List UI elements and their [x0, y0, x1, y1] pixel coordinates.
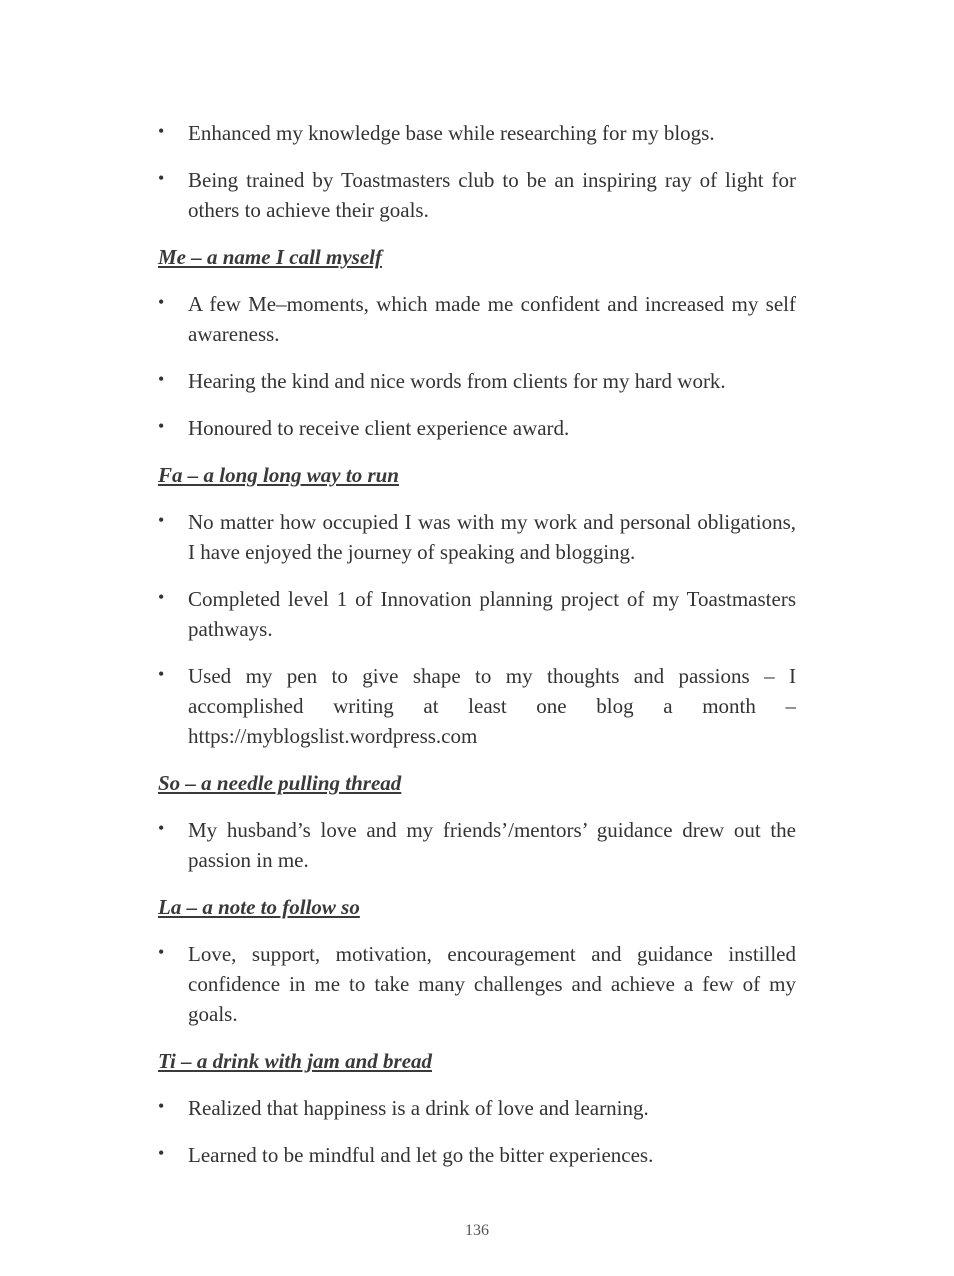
list-item-text: A few Me–moments, which made me confident and increased my self awareness.	[188, 292, 796, 346]
section-heading: Fa – a long long way to run	[158, 463, 399, 487]
page-content	[158, 118, 796, 1187]
section-heading: So – a needle pulling thread	[158, 771, 402, 795]
list-item	[158, 118, 796, 148]
list-item	[158, 1093, 796, 1123]
bullet-icon: •	[158, 1096, 165, 1116]
list-item	[158, 1140, 796, 1170]
section-heading: Ti – a drink with jam and bread	[158, 1049, 433, 1073]
bullet-icon: •	[158, 942, 165, 962]
list-item-text: My husband’s love and my friends’/mentors’ guidance drew out the passion in me.	[188, 818, 796, 872]
bullet-icon: •	[158, 818, 165, 838]
list-item-text: Completed level 1 of Innovation planning project of my Toastmasters pathways.	[188, 587, 796, 641]
bullet-icon: •	[158, 369, 165, 389]
section-heading: La – a note to follow so	[158, 895, 360, 919]
list-item-text: Enhanced my knowledge base while researching for my blogs.	[188, 121, 715, 145]
bullet-icon: •	[158, 121, 165, 141]
list-item-text: Learned to be mindful and let go the bitter experiences.	[188, 1143, 654, 1167]
bullet-icon: •	[158, 416, 165, 436]
list-item	[158, 661, 796, 751]
list-item-text: Used my pen to give shape to my thoughts and passions – I accomplished writing at least one blog a month – https://myblogslist.wordpress.com	[188, 664, 796, 748]
list-item	[158, 165, 796, 225]
list-item	[158, 289, 796, 349]
page-number: 136	[465, 1222, 489, 1239]
list-item-text: No matter how occupied I was with my work and personal obligations, I have enjoyed the journey of speaking and blogging.	[188, 510, 796, 564]
list-item	[158, 413, 796, 443]
section-heading: Me – a name I call myself	[158, 245, 382, 269]
bullet-icon: •	[158, 292, 165, 312]
list-item-text: Love, support, motivation, encouragement and guidance instilled confidence in me to take many challenges and achieve a few of my goals.	[188, 942, 796, 1026]
list-item	[158, 507, 796, 567]
list-item	[158, 939, 796, 1029]
list-item-text: Hearing the kind and nice words from clients for my hard work.	[188, 369, 726, 393]
bullet-icon: •	[158, 510, 165, 530]
bullet-icon: •	[158, 168, 165, 188]
bullet-icon: •	[158, 587, 165, 607]
bullet-icon: •	[158, 664, 165, 684]
list-item	[158, 584, 796, 644]
list-item-text: Realized that happiness is a drink of love and learning.	[188, 1096, 649, 1120]
bullet-icon: •	[158, 1143, 165, 1163]
list-item	[158, 366, 796, 396]
list-item	[158, 815, 796, 875]
list-item-text: Being trained by Toastmasters club to be an inspiring ray of light for others to achieve their goals.	[188, 168, 796, 222]
list-item-text: Honoured to receive client experience award.	[188, 416, 570, 440]
